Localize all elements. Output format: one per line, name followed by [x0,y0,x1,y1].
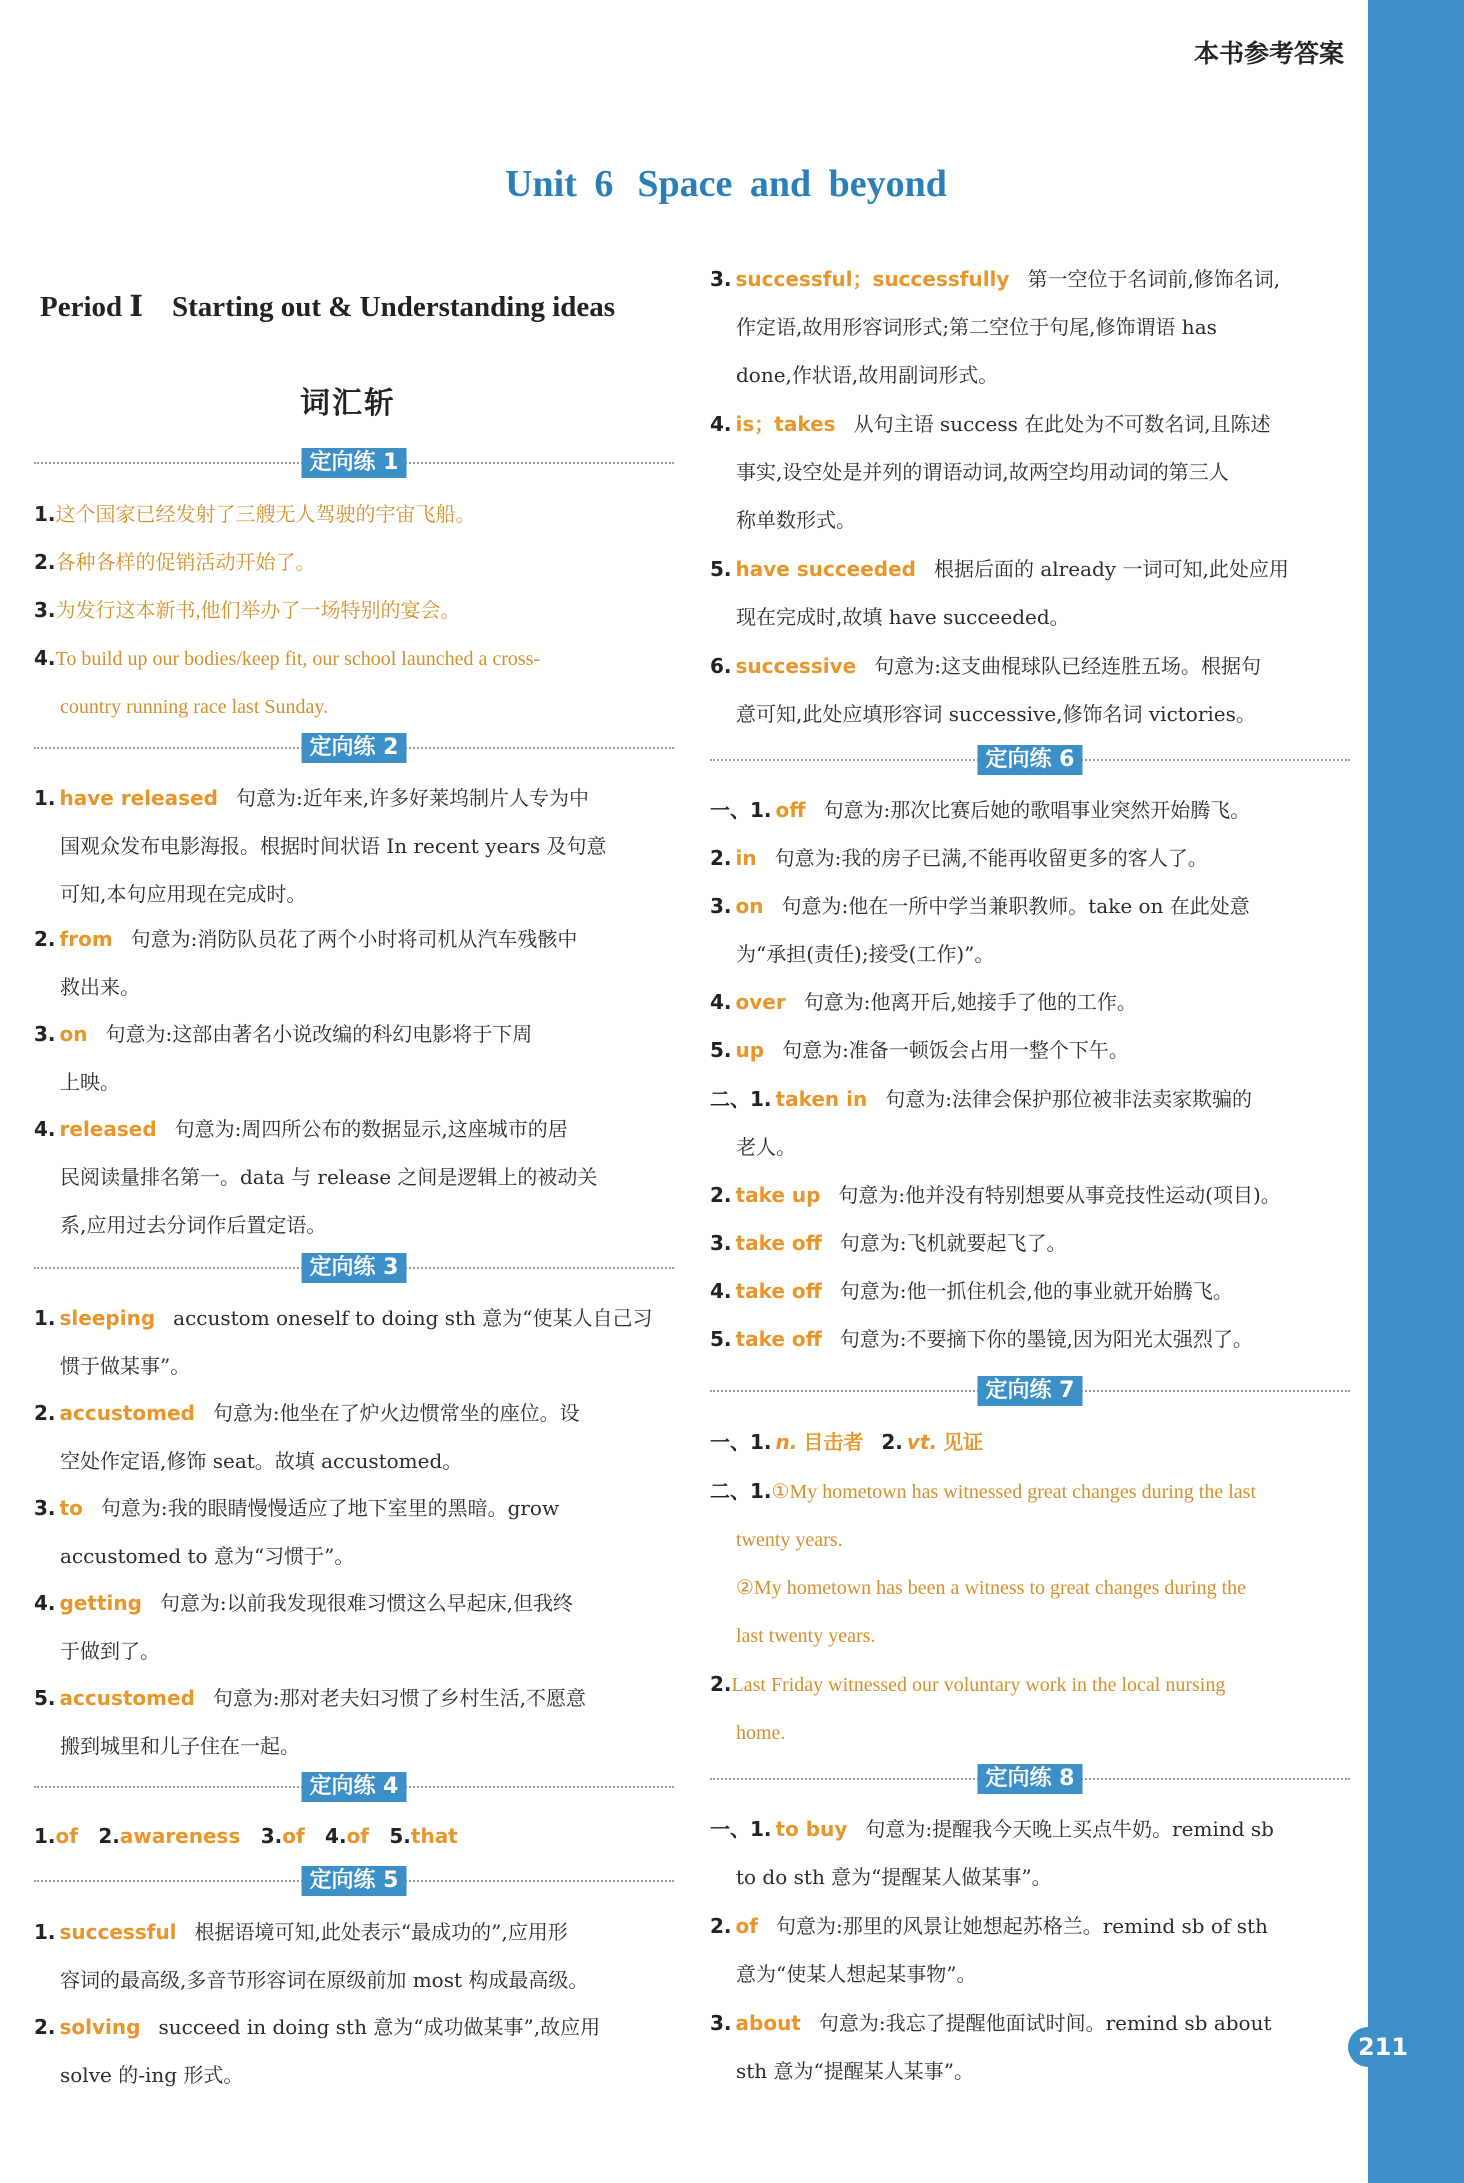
section-header [710,1376,1350,1406]
answer-item: 一、1. n. 目击者 2. vt. 见证 [710,1430,984,1454]
answer-item: 1. sleeping accustom oneself to doing sth 意为“使某人自己习 惯于做某事”。 [34,1306,653,1378]
header-label: 本书参考答案 [1193,39,1344,68]
unit-number: Unit 6 [505,163,614,205]
answer-item-row: 1.of 2.awareness 3.of 4.of 5.that [34,1824,458,1848]
section-header [34,733,674,763]
answer-item: 4. is；takes 从句主语 success 在此处为不可数名词,且陈述 事实,设空处是并列的谓语动词,故两空均用动词的第三人 称单数形式。 [710,412,1271,532]
unit-title [0,162,1452,206]
side-color-bar [1368,0,1464,2183]
answer-item: 4. over 句意为:他离开后,她接手了他的工作。 [710,990,1137,1014]
section-tag: 定向练 8 [978,1764,1083,1794]
section-tag: 定向练 3 [302,1253,407,1283]
section-header [34,1253,674,1283]
period-title: Period Ⅰ Starting out & Understanding ideas [40,291,616,323]
section-header [34,1866,674,1896]
answer-item: 2. solving succeed in doing sth 意为“成功做某事”,故应用 solve 的-ing 形式。 [34,2015,601,2087]
answer-item: 3. take off 句意为:飞机就要起飞了。 [710,1231,1067,1255]
answer-item: 2. accustomed 句意为:他坐在了炉火边惯常坐的座位。设 空处作定语,修饰 seat。故填 accustomed。 [34,1401,580,1473]
answer-item: 2. of 句意为:那里的风景让她想起苏格兰。remind sb of sth 意为“使某人想起某事物”。 [710,1914,1268,1986]
answer-item: 一、1. to buy 句意为:提醒我今天晚上买点牛奶。remind sb to do sth 意为“提醒某人做某事”。 [710,1817,1274,1889]
answer-item: 二、1. taken in 句意为:法律会保护那位被非法卖家欺骗的 老人。 [710,1087,1252,1159]
answer-item: 1.这个国家已经发射了三艘无人驾驶的宇宙飞船。 [34,502,476,526]
vocab-heading: 词汇斩 [300,386,396,421]
answer-item: 5. up 句意为:准备一顿饭会占用一整个下午。 [710,1038,1129,1062]
answer-item: 一、1. off 句意为:那次比赛后她的歌唱事业突然开始腾飞。 [710,798,1251,822]
section-tag: 定向练 5 [302,1866,407,1896]
answer-item: 6. successive 句意为:这支曲棍球队已经连胜五场。根据句 意可知,此处应填形容词 successive,修饰名词 victories。 [710,654,1261,726]
answer-item: 2. in 句意为:我的房子已满,不能再收留更多的客人了。 [710,846,1208,870]
answer-item: 2.Last Friday witnessed our voluntary work in the local nursing home. [710,1672,1226,1744]
page-number: 211 [1348,2027,1418,2067]
section-tag: 定向练 4 [302,1772,407,1802]
answer-item: 4. released 句意为:周四所公布的数据显示,这座城市的居 民阅读量排名第一。data 与 release 之间是逻辑上的被动关 系,应用过去分词作后置定语。 [34,1117,598,1237]
answer-item: 3. about 句意为:我忘了提醒他面试时间。remind sb about sth 意为“提醒某人某事”。 [710,2011,1272,2083]
section-tag: 定向练 6 [978,745,1083,775]
answer-item: 5. have succeeded 根据后面的 already 一词可知,此处应用 现在完成时,故填 have succeeded。 [710,557,1289,629]
section-header [34,448,674,478]
answer-item: 1. successful 根据语境可知,此处表示“最成功的”,应用形 容词的最高级,多音节形容词在原级前加 most 构成最高级。 [34,1920,589,1992]
answer-item: 4.To build up our bodies/keep fit, our school launched a cross- country running race last Sunday. [34,646,541,718]
section-tag: 定向练 1 [302,448,407,478]
answer-item: 4. take off 句意为:他一抓住机会,他的事业就开始腾飞。 [710,1279,1233,1303]
answer-item: 3. successful；successfully 第一空位于名词前,修饰名词, 作定语,故用形容词形式;第二空位于句尾,修饰谓语 has done,作状语,故用副词形式。 [710,267,1281,387]
section-header [710,1764,1350,1794]
answer-item: 1. have released 句意为:近年来,许多好莱坞制片人专为中 国观众发布电影海报。根据时间状语 In recent years 及句意 可知,本句应用现在完成时。 [34,786,607,906]
answer-item: 4. getting 句意为:以前我发现很难习惯这么早起床,但我终 于做到了。 [34,1591,574,1663]
answer-item: 3. on 句意为:这部由著名小说改编的科幻电影将于下周 上映。 [34,1022,533,1094]
answer-item: 二、1.①My hometown has witnessed great changes during the last twenty years. ②My hometown has been a witness to great changes during the last twenty years. [710,1479,1257,1647]
answer-item: 2. from 句意为:消防队员花了两个小时将司机从汽车残骸中 救出来。 [34,927,578,999]
answer-item: 5. accustomed 句意为:那对老夫妇习惯了乡村生活,不愿意 搬到城里和儿子住在一起。 [34,1686,586,1758]
section-tag: 定向练 7 [978,1376,1083,1406]
section-tag: 定向练 2 [302,733,407,763]
answer-item: 3. on 句意为:他在一所中学当兼职教师。take on 在此处意 为“承担(责任);接受(工作)”。 [710,894,1250,966]
answer-item: 2. take up 句意为:他并没有特别想要从事竞技性运动(项目)。 [710,1183,1281,1207]
section-header [34,1772,674,1802]
answer-item: 5. take off 句意为:不要摘下你的墨镜,因为阳光太强烈了。 [710,1327,1253,1351]
answer-item: 3. to 句意为:我的眼睛慢慢适应了地下室里的黑暗。grow accustomed to 意为“习惯于”。 [34,1496,560,1568]
unit-name: Space and beyond [637,163,947,205]
answer-item: 2.各种各样的促销活动开始了。 [34,550,316,574]
section-header [710,745,1350,775]
answer-item: 3.为发行这本新书,他们举办了一场特别的宴会。 [34,598,461,622]
